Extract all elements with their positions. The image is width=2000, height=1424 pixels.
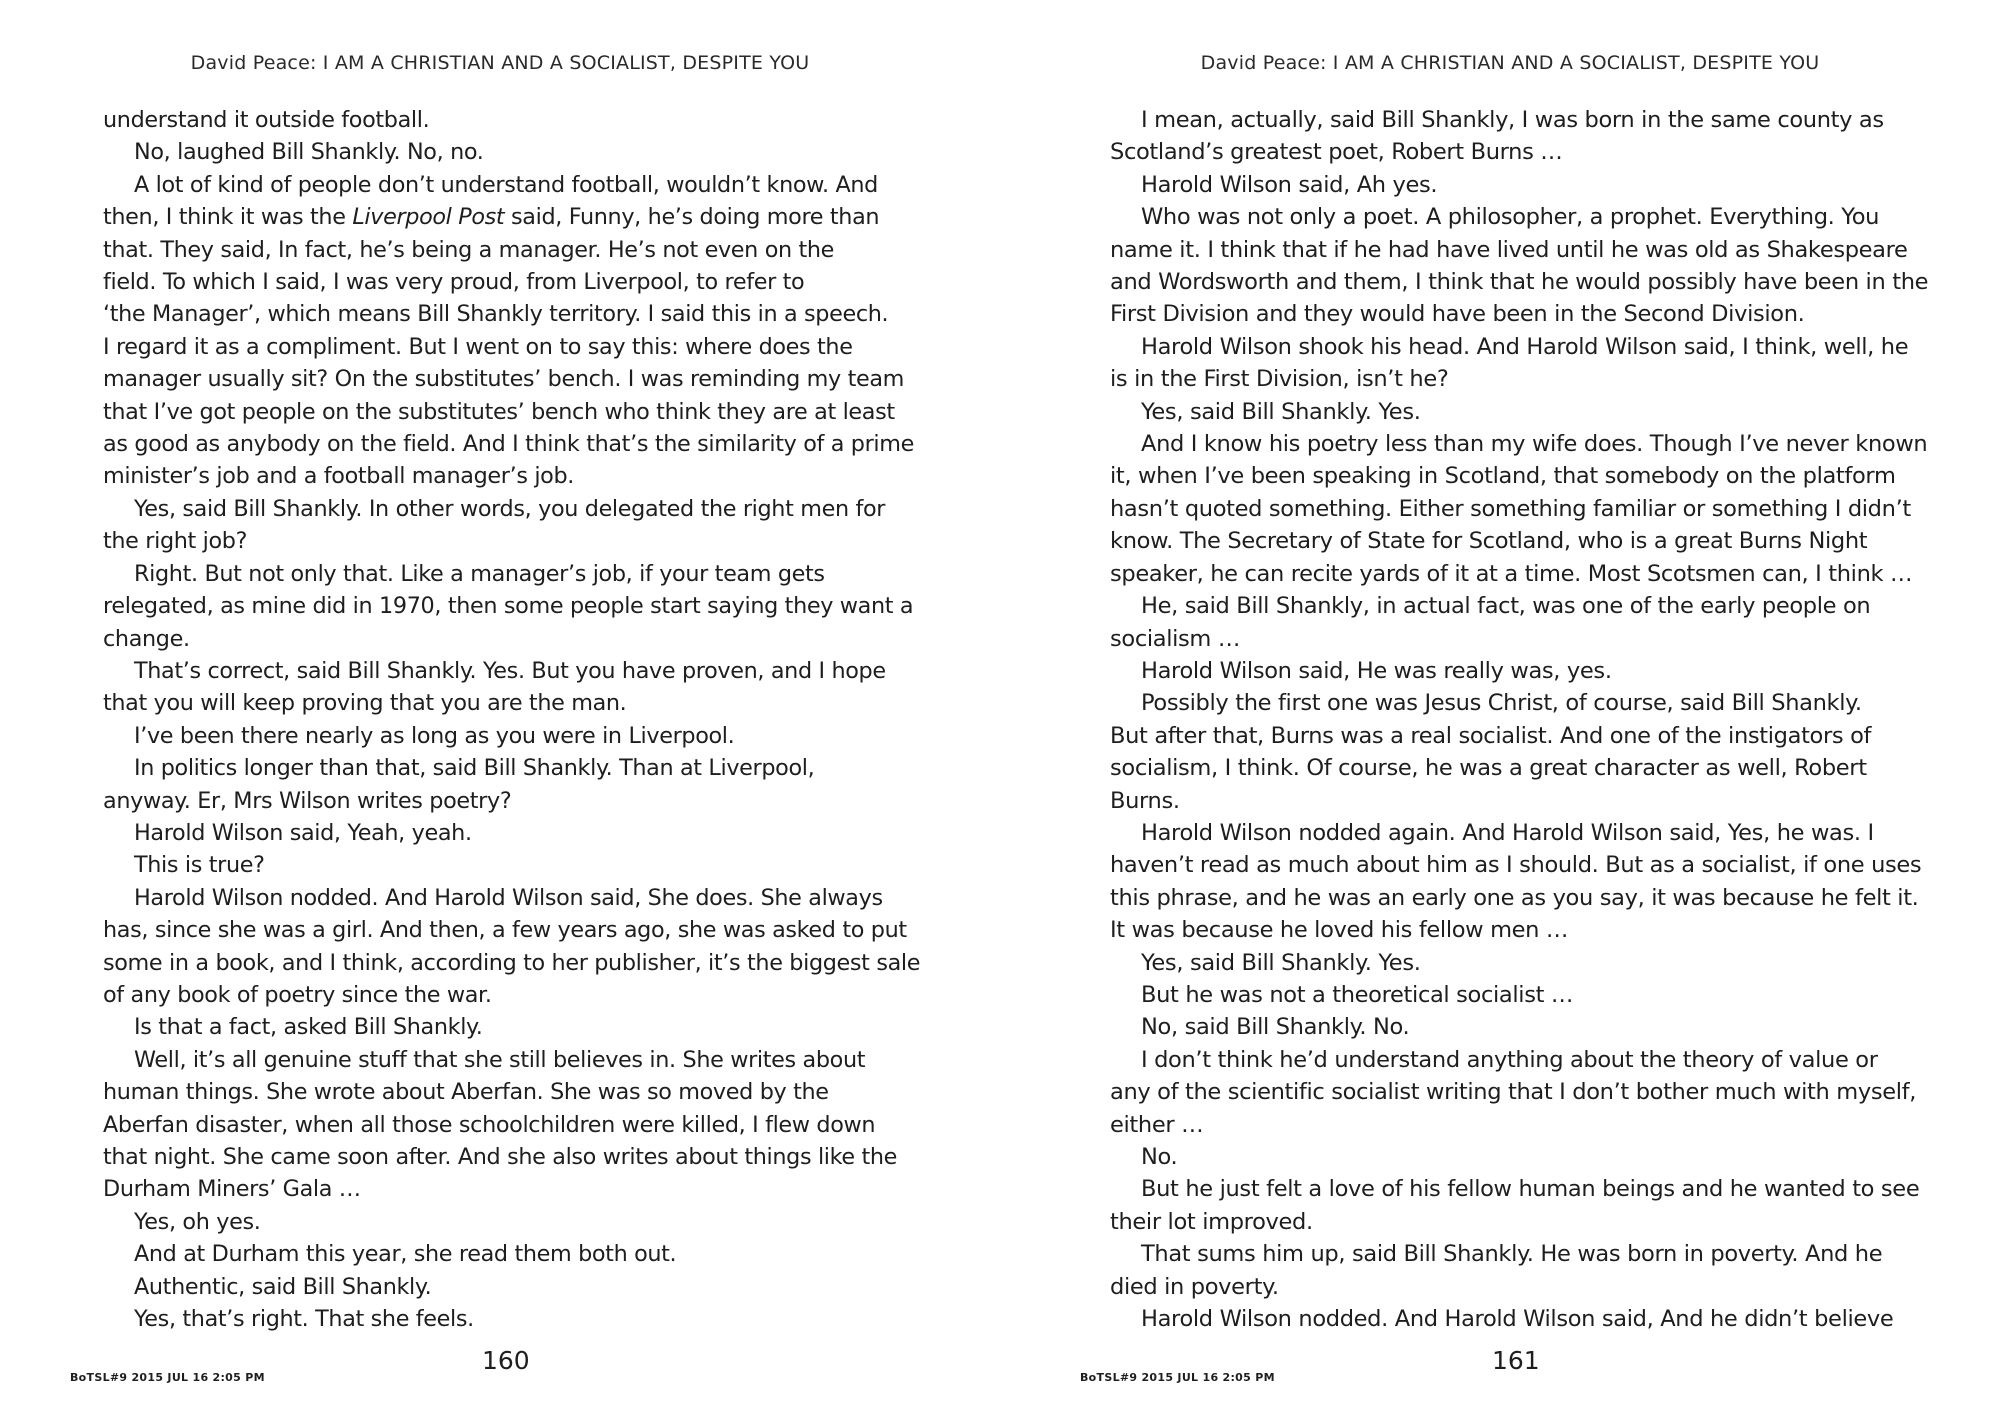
page-number: 160 bbox=[482, 1346, 530, 1375]
text-line: that night. She came soon after. And she also writes about things like the bbox=[103, 1144, 898, 1170]
text-line: that you will keep proving that you are the man. bbox=[103, 690, 627, 717]
text-line bbox=[103, 201, 923, 233]
text-line: name it. I think that if he had have lived until he was old as Shakespeare bbox=[1110, 236, 1908, 263]
text-line: socialism … bbox=[1110, 625, 1241, 652]
text-line: their lot improved. bbox=[1110, 1208, 1313, 1235]
print-slug: BoTSL#9 2015 JUL 16 2:05 PM bbox=[1080, 1371, 1275, 1384]
text-line: But he was not a theoretical socialist … bbox=[1141, 981, 1574, 1008]
text-line: Yes, that’s right. That she feels. bbox=[134, 1306, 474, 1333]
text-line: haven’t read as much about him as I should. But as a socialist, if one uses bbox=[1110, 852, 1922, 879]
text-span: said, Funny, he’s doing more than bbox=[504, 204, 880, 231]
text-line: Well, it’s all genuine stuff that she still believes in. She writes about bbox=[134, 1046, 866, 1073]
text-line: A lot of kind of people don’t understand football, wouldn’t know. And bbox=[134, 171, 878, 198]
text-line: Is that a fact, asked Bill Shankly. bbox=[134, 1014, 483, 1041]
text-line: Harold Wilson nodded. And Harold Wilson said, She does. She always bbox=[134, 884, 883, 911]
text-line: Burns. bbox=[1110, 787, 1180, 814]
text-line: understand it outside football. bbox=[103, 107, 430, 133]
page-body bbox=[1110, 104, 1930, 1335]
text-line: Yes, said Bill Shankly. Yes. bbox=[1141, 398, 1421, 425]
text-line: Harold Wilson shook his head. And Harold Wilson said, I think, well, he bbox=[1141, 333, 1909, 360]
text-line: some in a book, and I think, according to her publisher, it’s the biggest sale bbox=[103, 949, 921, 976]
text-line: it, when I’ve been speaking in Scotland, that somebody on the platform bbox=[1110, 463, 1896, 490]
page-body bbox=[103, 104, 923, 1335]
text-line: I don’t think he’d understand anything about the theory of value or bbox=[1141, 1046, 1878, 1073]
text-line: This is true? bbox=[134, 852, 265, 879]
text-line: Harold Wilson said, Ah yes. bbox=[1141, 171, 1438, 198]
text-span: then, I think it was the bbox=[103, 204, 353, 231]
text-line: has, since she was a girl. And then, a few years ago, she was asked to put bbox=[103, 917, 907, 944]
text-line: socialism, I think. Of course, he was a great character as well, Robert bbox=[1110, 755, 1867, 782]
text-line: No, laughed Bill Shankly. No, no. bbox=[134, 139, 484, 166]
text-line: field. To which I said, I was very proud, from Liverpool, to refer to bbox=[103, 269, 805, 296]
text-line: No. bbox=[1141, 1144, 1178, 1170]
text-line: That sums him up, said Bill Shankly. He was born in poverty. And he bbox=[1141, 1241, 1883, 1268]
text-line: anyway. Er, Mrs Wilson writes poetry? bbox=[103, 787, 512, 814]
text-line: human things. She wrote about Aberfan. She was so moved by the bbox=[103, 1079, 829, 1106]
text-line: Yes, oh yes. bbox=[134, 1208, 261, 1235]
text-line: ‘the Manager’, which means Bill Shankly territory. I said this in a speech. bbox=[103, 301, 889, 328]
text-line: the right job? bbox=[103, 528, 248, 555]
text-line: Yes, said Bill Shankly. Yes. bbox=[1141, 949, 1421, 976]
text-line: I’ve been there nearly as long as you were in Liverpool. bbox=[134, 722, 735, 749]
text-line: is in the First Division, isn’t he? bbox=[1110, 366, 1449, 393]
text-line: And at Durham this year, she read them both out. bbox=[134, 1241, 677, 1268]
text-line: I mean, actually, said Bill Shankly, I was born in the same county as bbox=[1141, 107, 1884, 133]
text-line: Right. But not only that. Like a manager’s job, if your team gets bbox=[134, 560, 825, 587]
text-line: died in poverty. bbox=[1110, 1273, 1279, 1300]
text-line: of any book of poetry since the war. bbox=[103, 981, 492, 1008]
text-line: minister’s job and a football manager’s job. bbox=[103, 463, 574, 490]
text-line: But after that, Burns was a real socialist. And one of the instigators of bbox=[1110, 722, 1872, 749]
text-line: Possibly the first one was Jesus Christ, of course, said Bill Shankly. bbox=[1141, 690, 1862, 717]
text-line: Harold Wilson said, Yeah, yeah. bbox=[134, 819, 472, 846]
page-number: 161 bbox=[1492, 1346, 1540, 1375]
text-line: change. bbox=[103, 625, 190, 652]
text-line: And I know his poetry less than my wife does. Though I’ve never known bbox=[1141, 431, 1928, 458]
text-line: and Wordsworth and them, I think that he would possibly have been in the bbox=[1110, 269, 1929, 296]
text-line: That’s correct, said Bill Shankly. Yes. But you have proven, and I hope bbox=[134, 657, 886, 684]
text-line: this phrase, and he was an early one as you say, it was because he felt it. bbox=[1110, 884, 1919, 911]
text-line: as good as anybody on the field. And I think that’s the similarity of a prime bbox=[103, 431, 915, 458]
text-line: relegated, as mine did in 1970, then some people start saying they want a bbox=[103, 593, 914, 620]
text-line: know. The Secretary of State for Scotland, who is a great Burns Night bbox=[1110, 528, 1868, 555]
text-line: Who was not only a poet. A philosopher, a prophet. Everything. You bbox=[1141, 204, 1880, 231]
text-line: Harold Wilson said, He was really was, yes. bbox=[1141, 657, 1612, 684]
text-line: First Division and they would have been in the Second Division. bbox=[1110, 301, 1805, 328]
text-line: Yes, said Bill Shankly. In other words, you delegated the right men for bbox=[134, 495, 886, 522]
text-line: Durham Miners’ Gala … bbox=[103, 1176, 361, 1203]
text-line: But he just felt a love of his fellow human beings and he wanted to see bbox=[1141, 1176, 1920, 1203]
print-slug: BoTSL#9 2015 JUL 16 2:05 PM bbox=[70, 1371, 265, 1384]
running-head: David Peace: I AM A CHRISTIAN AND A SOCIALIST, DESPITE YOU bbox=[190, 52, 810, 74]
text-line: either … bbox=[1110, 1111, 1204, 1138]
text-line: I regard it as a compliment. But I went on to say this: where does the bbox=[103, 333, 853, 360]
text-line: Harold Wilson nodded. And Harold Wilson said, And he didn’t believe bbox=[1141, 1306, 1894, 1333]
text-line: manager usually sit? On the substitutes’ bench. I was reminding my team bbox=[103, 366, 905, 393]
text-line: Authentic, said Bill Shankly. bbox=[134, 1273, 432, 1300]
text-line: Harold Wilson nodded again. And Harold Wilson said, Yes, he was. I bbox=[1141, 819, 1874, 846]
text-line: that I’ve got people on the substitutes’ bench who think they are at least bbox=[103, 398, 895, 425]
text-line: speaker, he can recite yards of it at a time. Most Scotsmen can, I think … bbox=[1110, 560, 1913, 587]
text-line: hasn’t quoted something. Either something familiar or something I didn’t bbox=[1110, 495, 1911, 522]
text-line: Aberfan disaster, when all those schoolchildren were killed, I flew down bbox=[103, 1111, 876, 1138]
newspaper-title: Liverpool Post bbox=[352, 204, 505, 231]
text-line: that. They said, In fact, he’s being a manager. He’s not even on the bbox=[103, 236, 835, 263]
text-line: He, said Bill Shankly, in actual fact, was one of the early people on bbox=[1141, 593, 1871, 620]
text-line: It was because he loved his fellow men … bbox=[1110, 917, 1569, 944]
running-head: David Peace: I AM A CHRISTIAN AND A SOCIALIST, DESPITE YOU bbox=[1200, 52, 1820, 74]
text-line: Scotland’s greatest poet, Robert Burns … bbox=[1110, 139, 1563, 166]
text-line: In politics longer than that, said Bill Shankly. Than at Liverpool, bbox=[134, 755, 815, 782]
text-line: No, said Bill Shankly. No. bbox=[1141, 1014, 1410, 1041]
text-line: any of the scientific socialist writing that I don’t bother much with myself, bbox=[1110, 1079, 1917, 1106]
right-page bbox=[1000, 0, 2000, 1424]
